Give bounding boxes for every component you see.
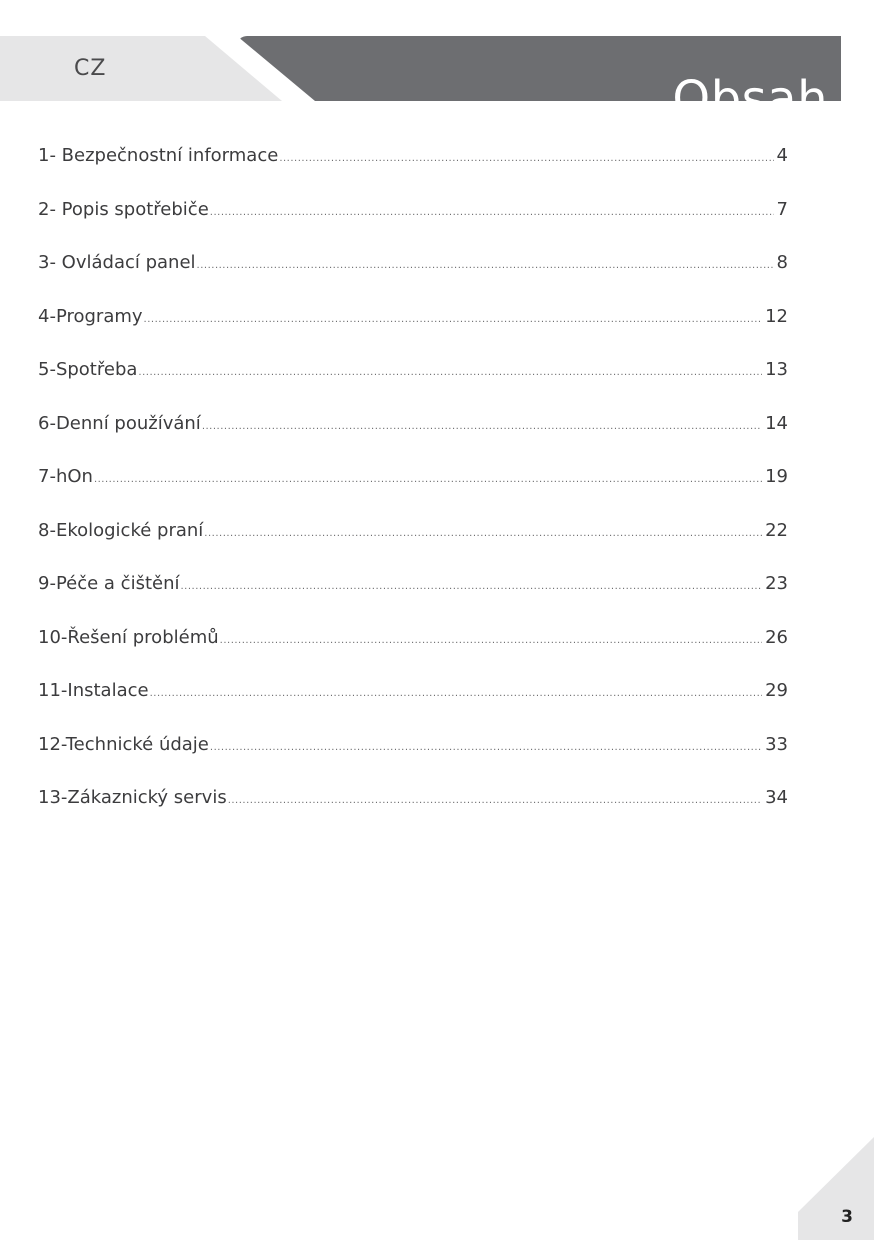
toc-entry-title: 8-Ekologické praní (38, 519, 204, 541)
toc-entry-control-panel[interactable] (38, 250, 788, 304)
toc-leader-dots (210, 200, 774, 226)
toc-leader-dots (202, 414, 762, 440)
page-corner-tab (798, 1137, 874, 1240)
toc-entry-page: 19 (765, 466, 788, 487)
toc-entry-title: 5-Spotřeba (38, 359, 138, 380)
toc-entry-title: 6-Denní používání (38, 412, 201, 434)
toc-entry-title: 9-Péče a čištění (38, 573, 180, 594)
toc-leader-dots (220, 628, 762, 654)
toc-entry-page: 4 (776, 145, 788, 166)
language-code: CZ (74, 56, 107, 81)
toc-leader-dots (197, 253, 774, 279)
toc-entry-technical-data[interactable] (38, 732, 788, 786)
toc-leader-dots (150, 681, 763, 707)
toc-entry-title: 11-Instalace (38, 680, 149, 701)
toc-entry-title: 12-Technické údaje (38, 733, 209, 755)
toc-leader-dots (144, 307, 763, 333)
toc-leader-dots (138, 360, 762, 386)
toc-entry-page: 22 (765, 519, 788, 541)
toc-entry-page: 13 (765, 359, 788, 380)
toc-entry-title: 13-Zákaznický servis (38, 787, 227, 808)
toc-leader-dots (279, 146, 773, 172)
toc-entry-troubleshooting[interactable] (38, 625, 788, 679)
table-of-contents (38, 143, 788, 839)
toc-entry-title: 10-Řešení problémů (38, 626, 219, 648)
toc-entry-daily-use[interactable] (38, 411, 788, 465)
toc-entry-page: 33 (765, 733, 788, 755)
toc-leader-dots (181, 574, 763, 600)
toc-entry-page: 7 (776, 198, 788, 220)
toc-entry-safety[interactable] (38, 143, 788, 197)
toc-entry-page: 26 (765, 626, 788, 648)
toc-leader-dots (228, 788, 762, 814)
toc-entry-customer-service[interactable] (38, 785, 788, 839)
toc-entry-page: 8 (776, 252, 788, 273)
toc-entry-title: 3- Ovládací panel (38, 252, 196, 273)
toc-entry-care-cleaning[interactable] (38, 571, 788, 625)
toc-entry-page: 29 (765, 680, 788, 701)
header-language-tab (0, 36, 282, 101)
toc-leader-dots (210, 735, 762, 761)
toc-entry-programs[interactable] (38, 304, 788, 358)
toc-entry-hon[interactable] (38, 464, 788, 518)
page-number: 3 (841, 1207, 853, 1227)
toc-leader-dots (94, 467, 762, 493)
toc-entry-title: 4-Programy (38, 305, 143, 327)
toc-entry-installation[interactable] (38, 678, 788, 732)
toc-entry-title: 1- Bezpečnostní informace (38, 145, 279, 166)
page-title: Obsah (672, 71, 828, 128)
toc-entry-page: 23 (765, 573, 788, 594)
toc-entry-page: 34 (765, 787, 788, 808)
toc-entry-appliance-description[interactable] (38, 197, 788, 251)
toc-entry-eco-washing[interactable] (38, 518, 788, 572)
toc-entry-title: 2- Popis spotřebiče (38, 198, 209, 220)
toc-entry-title: 7-hOn (38, 466, 93, 487)
toc-leader-dots (204, 521, 762, 547)
toc-entry-page: 14 (765, 412, 788, 434)
toc-entry-consumption[interactable] (38, 357, 788, 411)
toc-entry-page: 12 (765, 305, 788, 327)
